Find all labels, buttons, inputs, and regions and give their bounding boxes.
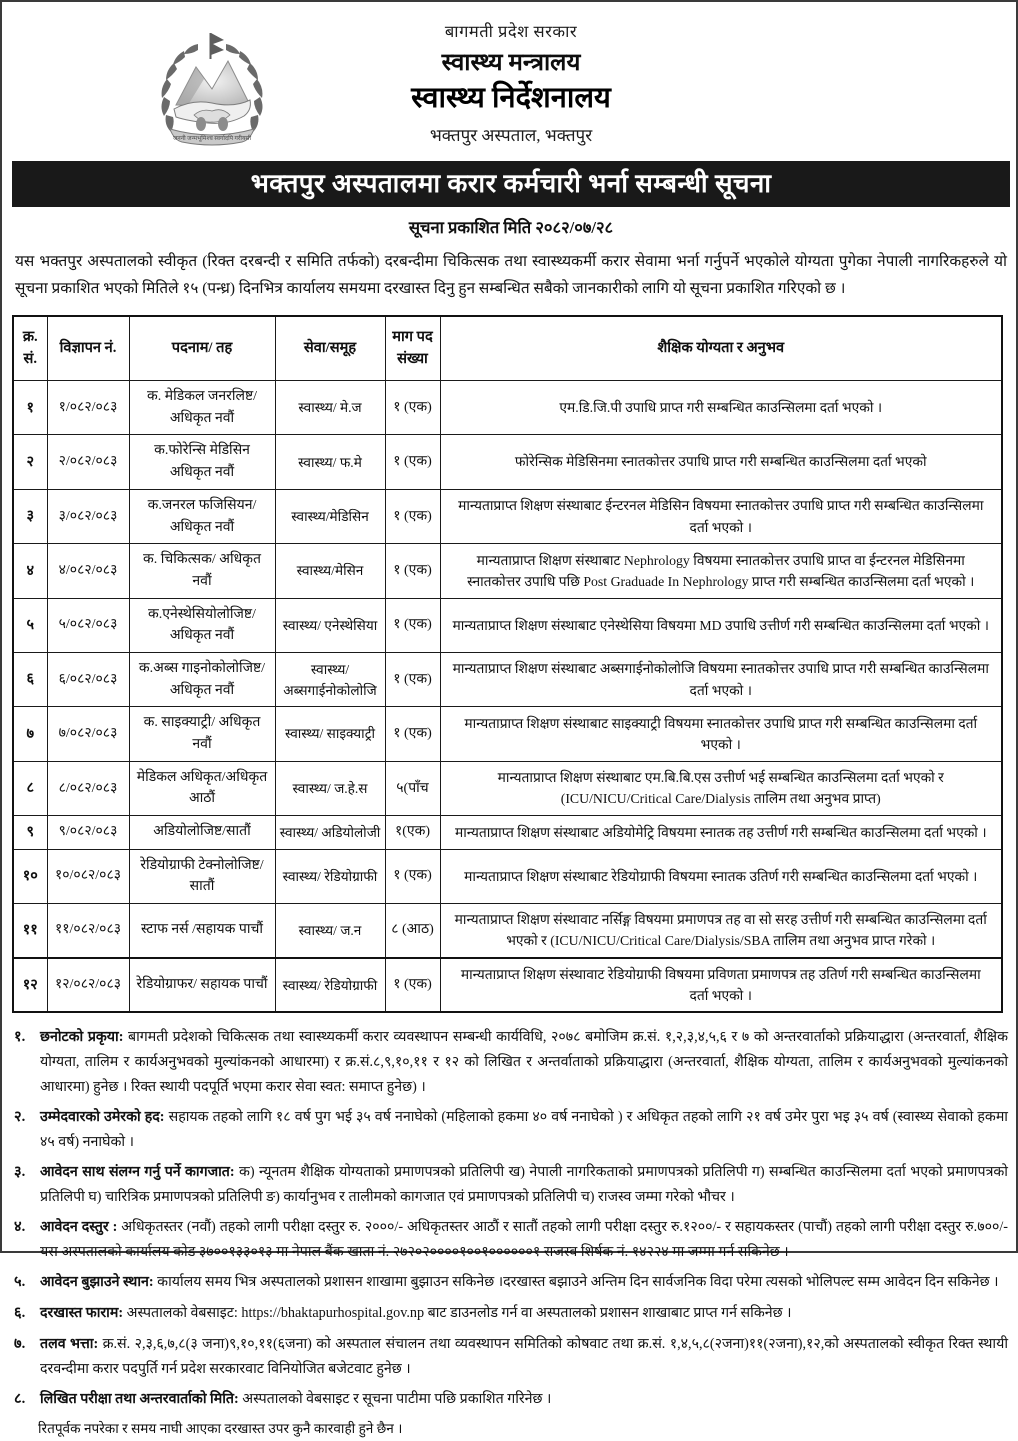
intro-paragraph: यस भक्तपुर अस्पतालको स्वीकृत (रिक्त दरबन्दी र समिति तर्फको) दरबन्दीमा चिकित्सक तथा स्वास्थ्यकर्मी करार सेवामा भर्ना गर्नुपर्ने भएकोले योग्यता पुगेका नेपाली नागरिकहरुले यो सूचना प्रकाशित भएको मितिले १५ (पन्ध्र) दिनभित्र कार्यालय समयमा दरखास्त दिनु हुन सम्बन्धित सबैको जानकारीको लागि यो सूचना प्रकाशित गरिएको छ । xyxy=(15,253,1007,298)
table-body xyxy=(13,381,1002,1013)
note-body xyxy=(40,1025,1008,1100)
table-row xyxy=(13,707,1002,761)
page-content xyxy=(12,8,1010,1437)
note-text: क) न्यूनतम शैक्षिक योग्यताको प्रमाणपत्रको प्रतिलिपी ख) नेपाली नागरिकताको प्रमाणपत्रको प्रतिलिपी ग) सम्बन्धित काउन्सिलमा दर्ता भएको प्रमाणपत्रको प्रतिलिपी घ) चारित्रिक प्रमाणपत्रको प्रतिलिपी ङ) कार्यानुभव र तालीमको कागजात एवं प्रमाणपत्रको प्रतिलिपी च) राजस्व जम्मा गरेको भौचर । xyxy=(40,1164,1008,1206)
cell-serial-number: १ xyxy=(13,381,47,435)
cell-serial-number: १० xyxy=(13,849,47,903)
cell-service-group: स्वास्थ्य/मेडिसिन xyxy=(275,489,385,543)
cell-position-count: १ (एक) xyxy=(385,849,440,903)
cell-qualification: फोरेन्सिक मेडिसिनमा स्नातकोत्तर उपाधि प्राप्त गरी सम्बन्धित काउन्सिलमा दर्ता भएको xyxy=(440,435,1002,489)
cell-service-group: स्वास्थ्य/ मे.ज xyxy=(275,381,385,435)
note-body xyxy=(40,1105,1008,1155)
note-number: २. xyxy=(14,1109,26,1126)
cell-service-group: स्वास्थ्य/ एनेस्थेसिया xyxy=(275,598,385,652)
note-text: सहायक तहको लागि १८ वर्ष पुग भई ३५ वर्ष ननाघेको (महिलाको हकमा ४० वर्ष ननाघेको ) र अधिकृत तहको लागि २१ वर्ष उमेर पुरा भइ ३५ वर्ष (स्वास्थ्य सेवाको हकमा ४५ वर्ष) ननाघेको । xyxy=(40,1109,1008,1151)
table-row xyxy=(13,761,1002,815)
table-row xyxy=(13,816,1002,849)
cell-advertisement-number: ९/०८२/०८३ xyxy=(47,816,129,849)
note-text: बागमती प्रदेशको चिकित्सक तथा स्वास्थ्यकर्मी करार व्यवस्थापन सम्बन्धी कार्यविधि, २०७८ बमोजिम क्र.सं. १,२,३,४,५,६ र ७ को अन्तरवार्ताको प्रक्रियाद्धारा (अन्तरवार्ता, शैक्षिक योग्यता, तालिम र कार्यअनुभवको मुल्यांकनको आधारमा) र क्र.सं.८,९,१०,११ र १२ को लिखित र अन्तर्वाताको प्रक्रियाद्धारा (अन्तरवार्ता, शैक्षिक योग्यता, तालिम र कार्यअनुभवको मुल्यांकनको आधारमा) हुनेछ । रिक्त स्थायी पदपूर्ति भएमा करार सेवा स्वत: समाप्त हुनेछ) । xyxy=(40,1029,1008,1096)
header-text-block xyxy=(281,16,741,149)
table-row xyxy=(13,489,1002,543)
note-title: आवेदन बुझाउने स्थान: xyxy=(40,1274,154,1291)
cell-position-count: १ (एक) xyxy=(385,958,440,1013)
note-text: कार्यालय समय भित्र अस्पतालको प्रशासन शाखामा बुझाउन सकिनेछ ।दरखास्त बझाउने अन्तिम दिन सार्वजनिक विदा परेमा त्यसको भोलिपल्ट सम्म आवेदन दिन सकिनेछ । xyxy=(153,1274,999,1291)
note-item xyxy=(14,1160,1008,1210)
col-post-level: पदनाम/ तह xyxy=(129,316,275,381)
cell-advertisement-number: ७/०८२/०८३ xyxy=(47,707,129,761)
cell-post-level: अडियोलोजिष्ट/सातौं xyxy=(129,816,275,849)
note-number: ४. xyxy=(14,1219,26,1236)
note-text: अस्पतालको वेबसाइट र सूचना पाटीमा पछि प्रकाशित गरिनेछ । xyxy=(238,1390,552,1407)
col-advertisement-number: विज्ञापन नं. xyxy=(47,316,129,381)
note-text: अस्पतालको वेबसाइट: https://bhaktapurhospital.gov.np बाट डाउनलोड गर्न वा अस्पतालको प्रशासन शाखाबाट प्राप्त गर्न सकिनेछ । xyxy=(123,1304,792,1321)
note-item xyxy=(14,1025,1008,1100)
hospital-name: भक्तपुर अस्पताल, भक्तपुर xyxy=(429,125,593,145)
cell-serial-number: ८ xyxy=(13,761,47,815)
cell-qualification: मान्यताप्राप्त शिक्षण संस्थावाट रेडियोग्राफी विषयमा प्रविणता प्रमाणपत्र तह उतिर्ण गरी सम्बन्धित काउन्सिलमा दर्ता भएको । xyxy=(440,958,1002,1013)
cell-advertisement-number: १०/०८२/०८३ xyxy=(47,849,129,903)
cell-advertisement-number: ४/०८२/०८३ xyxy=(47,544,129,598)
cell-qualification: एम.डि.जि.पी उपाधि प्राप्त गरी सम्बन्धित काउन्सिलमा दर्ता भएको । xyxy=(440,381,1002,435)
cell-service-group: स्वास्थ्य/ अब्सगाईनोकोलोजि xyxy=(275,652,385,706)
note-body xyxy=(40,1215,1008,1265)
note-body xyxy=(40,1270,1008,1295)
cell-post-level: स्टाफ नर्स /सहायक पाचौं xyxy=(129,903,275,957)
cell-service-group: स्वास्थ्य/ फ.मे xyxy=(275,435,385,489)
svg-text:जननी जन्मभूमिश्च स्वर्गादपि गर: जननी जन्मभूमिश्च स्वर्गादपि गरीयसी xyxy=(172,136,252,142)
col-position-count: माग पद संख्या xyxy=(385,316,440,381)
cell-advertisement-number: ५/०८२/०८३ xyxy=(47,598,129,652)
cell-post-level: क. साइक्याट्री/ अधिकृत नवौं xyxy=(129,707,275,761)
note-body xyxy=(40,1160,1008,1210)
note-title: छनोटको प्रकृया: xyxy=(40,1029,124,1046)
note-number: ७. xyxy=(14,1335,26,1352)
cell-qualification: मान्यताप्राप्त शिक्षण संस्थाबाट अब्सगाईनोकोलोजि विषयमा स्नातकोत्तर उपाधि प्राप्त गरी सम्बन्धित काउन्सिलमा दर्ता भएको । xyxy=(440,652,1002,706)
col-qualification-experience: शैक्षिक योग्यता र अनुभव xyxy=(440,316,1002,381)
cell-serial-number: ५ xyxy=(13,598,47,652)
cell-qualification: मान्यताप्राप्त शिक्षण संस्थाबाट ईन्टरनल मेडिसिन विषयमा स्नातकोत्तर उपाधि प्राप्त गरी सम्बन्धित काउन्सिलमा दर्ता भएको । xyxy=(440,489,1002,543)
table-header xyxy=(13,316,1002,381)
cell-serial-number: ७ xyxy=(13,707,47,761)
cell-qualification: मान्यताप्राप्त शिक्षण संस्थाबाट एनेस्थेसिया विषयमा MD उपाधि उत्तीर्ण गरी सम्बन्धित काउन्सिलमा दर्ता भएको । xyxy=(440,598,1002,652)
cell-qualification: मान्यताप्राप्त शिक्षण संस्थाबाट रेडियोग्राफी विषयमा स्नातक उतिर्ण गरी सम्बन्धित काउन्सिलमा दर्ता भएको । xyxy=(440,849,1002,903)
cell-serial-number: ४ xyxy=(13,544,47,598)
note-title: आवेदन साथ संलग्न गर्नु पर्ने कागजात: xyxy=(40,1164,235,1181)
cell-post-level: क.जनरल फजिसियन/अधिकृत नवौं xyxy=(129,489,275,543)
table-row xyxy=(13,903,1002,957)
note-item xyxy=(14,1332,1008,1382)
table-row xyxy=(13,544,1002,598)
cell-service-group: स्वास्थ्य/ ज.हे.स xyxy=(275,761,385,815)
cell-post-level: रेडियोग्राफी टेक्नोलोजिष्ट/सातौं xyxy=(129,849,275,903)
cell-advertisement-number: ११/०८२/०८३ xyxy=(47,903,129,957)
cell-position-count: १ (एक) xyxy=(385,544,440,598)
note-number: ५. xyxy=(14,1274,26,1291)
notes-section xyxy=(12,1025,1010,1412)
cell-service-group: स्वास्थ्य/ ज.न xyxy=(275,903,385,957)
note-title: लिखित परीक्षा तथा अन्तरवार्ताको मिति: xyxy=(40,1390,239,1407)
header-spacer xyxy=(751,30,869,152)
note-text: अधिकृतस्तर (नवौं) तहको लागी परीक्षा दस्तुर रु. २०००/- अधिकृतस्तर आठौं र सातौं तहको लागी परीक्षा दस्तुर रु.१२००/- र सहायकस्तर (पाचौं) तहको लागी परीक्षा दस्तुर रु.७००/- यस अस्पतालको कार्यालय कोड ३७००१३३०१३ मा नेपाल बैंक खाता नं. २७२०२००००१००१००००००१ राजस्व शिर्षक नं. १४२२४ मा जम्मा गर्न सकिनेछ । xyxy=(40,1219,1008,1261)
cell-qualification: मान्यताप्राप्त शिक्षण संस्थाबाट Nephrology विषयमा स्नातकोत्तर उपाधि प्राप्त वा ईन्टरनल मेडिसिनमा स्नातकोत्तर उपाधि पछि Post Graduade In Nephrology प्राप्त गरी सम्बन्धित काउन्सिलमा दर्ता भएको । xyxy=(440,544,1002,598)
cell-advertisement-number: १२/०८२/०८३ xyxy=(47,958,129,1013)
footer-note: रितपूर्वक नपरेका र समय नाघी आएका दरखास्त उपर कुनै कारवाही हुने छैन । xyxy=(38,1421,403,1437)
cell-serial-number: २ xyxy=(13,435,47,489)
nepal-emblem-icon xyxy=(153,30,271,152)
government-name: बागमती प्रदेश सरकार xyxy=(444,22,578,41)
note-title: आवेदन दस्तुर : xyxy=(40,1219,118,1236)
cell-serial-number: ३ xyxy=(13,489,47,543)
cell-advertisement-number: ३/०८२/०८३ xyxy=(47,489,129,543)
vacancy-table xyxy=(12,315,1003,1014)
note-item xyxy=(14,1301,1008,1327)
cell-service-group: स्वास्थ्य/ रेडियोग्राफी xyxy=(275,849,385,903)
col-service-group: सेवा/समूह xyxy=(275,316,385,381)
cell-position-count: ५(पाँच xyxy=(385,761,440,815)
cell-post-level: रेडियोग्राफर/ सहायक पाचौं xyxy=(129,958,275,1013)
cell-post-level: क.फोरेन्सि मेडिसिन अधिकृत नवौं xyxy=(129,435,275,489)
document-header xyxy=(12,8,1010,152)
note-item xyxy=(14,1105,1008,1155)
cell-post-level: क.अब्स गाइनोकोलोजिष्ट/ अधिकृत नवौं xyxy=(129,652,275,706)
cell-advertisement-number: ८/०८२/०८३ xyxy=(47,761,129,815)
table-row xyxy=(13,849,1002,903)
cell-serial-number: ११ xyxy=(13,903,47,957)
note-title: तलव भत्ता: xyxy=(40,1335,99,1352)
cell-post-level: मेडिकल अधिकृत/अधिकृत आठौं xyxy=(129,761,275,815)
cell-advertisement-number: २/०८२/०८३ xyxy=(47,435,129,489)
cell-position-count: १ (एक) xyxy=(385,598,440,652)
cell-post-level: क. चिकित्सक/ अधिकृत नवौं xyxy=(129,544,275,598)
note-number: १. xyxy=(14,1029,26,1046)
cell-qualification: मान्यताप्राप्त शिक्षण संस्थाबाट साइक्याट्री विषयमा स्नातकोत्तर उपाधि प्राप्त गरी सम्बन्धित काउन्सिलमा दर्ता भएको । xyxy=(440,707,1002,761)
note-number: ८. xyxy=(14,1390,26,1407)
cell-serial-number: ६ xyxy=(13,652,47,706)
table-row xyxy=(13,381,1002,435)
cell-service-group: स्वास्थ्य/ साइक्याट्री xyxy=(275,707,385,761)
cell-advertisement-number: १/०८२/०८३ xyxy=(47,381,129,435)
notice-title-banner xyxy=(12,161,1010,207)
note-body xyxy=(40,1387,1008,1412)
note-number: ३. xyxy=(14,1164,26,1181)
cell-position-count: १ (एक) xyxy=(385,435,440,489)
cell-advertisement-number: ६/०८२/०८३ xyxy=(47,652,129,706)
note-item xyxy=(14,1270,1008,1296)
cell-serial-number: १२ xyxy=(13,958,47,1013)
cell-qualification: मान्यताप्राप्त शिक्षण संस्थावाट नर्सिङ्ग विषयमा प्रमाणपत्र तह वा सो सरह उत्तीर्ण गरी सम्बन्धित काउन्सिलमा दर्ता भएको र (ICU/NICU/Critical Care/Dialysis/SBA तालिम तथा अनुभव प्राप्त गरेको । xyxy=(440,903,1002,957)
note-title: उम्मेदवारको उमेरको हद: xyxy=(40,1109,165,1126)
cell-position-count: १ (एक) xyxy=(385,707,440,761)
cell-position-count: ८ (आठ) xyxy=(385,903,440,957)
table-row xyxy=(13,598,1002,652)
col-serial-number: क्र. सं. xyxy=(13,316,47,381)
table-row xyxy=(13,652,1002,706)
cell-post-level: क.एनेस्थेसियोलोजिष्ट/ अधिकृत नवौं xyxy=(129,598,275,652)
cell-position-count: १ (एक) xyxy=(385,381,440,435)
cell-serial-number: ९ xyxy=(13,816,47,849)
cell-service-group: स्वास्थ्य/मेसिन xyxy=(275,544,385,598)
note-title: दरखास्त फाराम: xyxy=(40,1304,124,1321)
cell-service-group: स्वास्थ्य/ रेडियोग्राफी xyxy=(275,958,385,1013)
cell-post-level: क. मेडिकल जनरलिष्ट/अधिकृत नवौं xyxy=(129,381,275,435)
note-body xyxy=(40,1332,1008,1382)
directorate-name: स्वास्थ्य निर्देशनालय xyxy=(411,82,611,115)
publish-date: सूचना प्रकाशित मिति २०८२/०७/२८ xyxy=(408,218,614,237)
note-body xyxy=(40,1301,1008,1326)
cell-position-count: १ (एक) xyxy=(385,489,440,543)
cell-qualification: मान्यताप्राप्त शिक्षण संस्थाबाट अडियोमेट्रि विषयमा स्नातक तह उत्तीर्ण गरी सम्बन्धित काउन्सिलमा दर्ता भएको । xyxy=(440,816,1002,849)
cell-service-group: स्वास्थ्य/ अडियोलोजी xyxy=(275,816,385,849)
note-item xyxy=(14,1387,1008,1413)
table-header-row xyxy=(13,316,1002,381)
table-row xyxy=(13,435,1002,489)
note-text: क्र.सं. २,३,६,७,८(३ जना)९,१०,११(६जना) को अस्पताल संचालन तथा व्यवस्थापन समितिको कोषवाट तथा क्र.सं. १,४,५,८(२जना)११(२जना),१२,को अस्पतालको स्वीकृत रिक्त स्थायी दरवन्दीमा करार पदपुर्ति गर्न प्रदेश सरकारवाट विनियोजित बजेटवाट हुनेछ । xyxy=(40,1335,1008,1377)
note-item xyxy=(14,1215,1008,1265)
note-number: ६. xyxy=(14,1304,26,1321)
cell-position-count: १ (एक) xyxy=(385,652,440,706)
notice-title: भक्तपुर अस्पतालमा करार कर्मचारी भर्ना सम्बन्धी सूचना xyxy=(250,169,772,198)
cell-qualification: मान्यताप्राप्त शिक्षण संस्थाबाट एम.बि.बि.एस उत्तीर्ण भई सम्बन्धित काउन्सिलमा दर्ता भएको र (ICU/NICU/Critical Care/Dialysis तालिम तथा अनुभव प्राप्त) xyxy=(440,761,1002,815)
ministry-name: स्वास्थ्य मन्त्रालय xyxy=(441,49,581,76)
cell-position-count: १(एक) xyxy=(385,816,440,849)
table-row xyxy=(13,958,1002,1013)
